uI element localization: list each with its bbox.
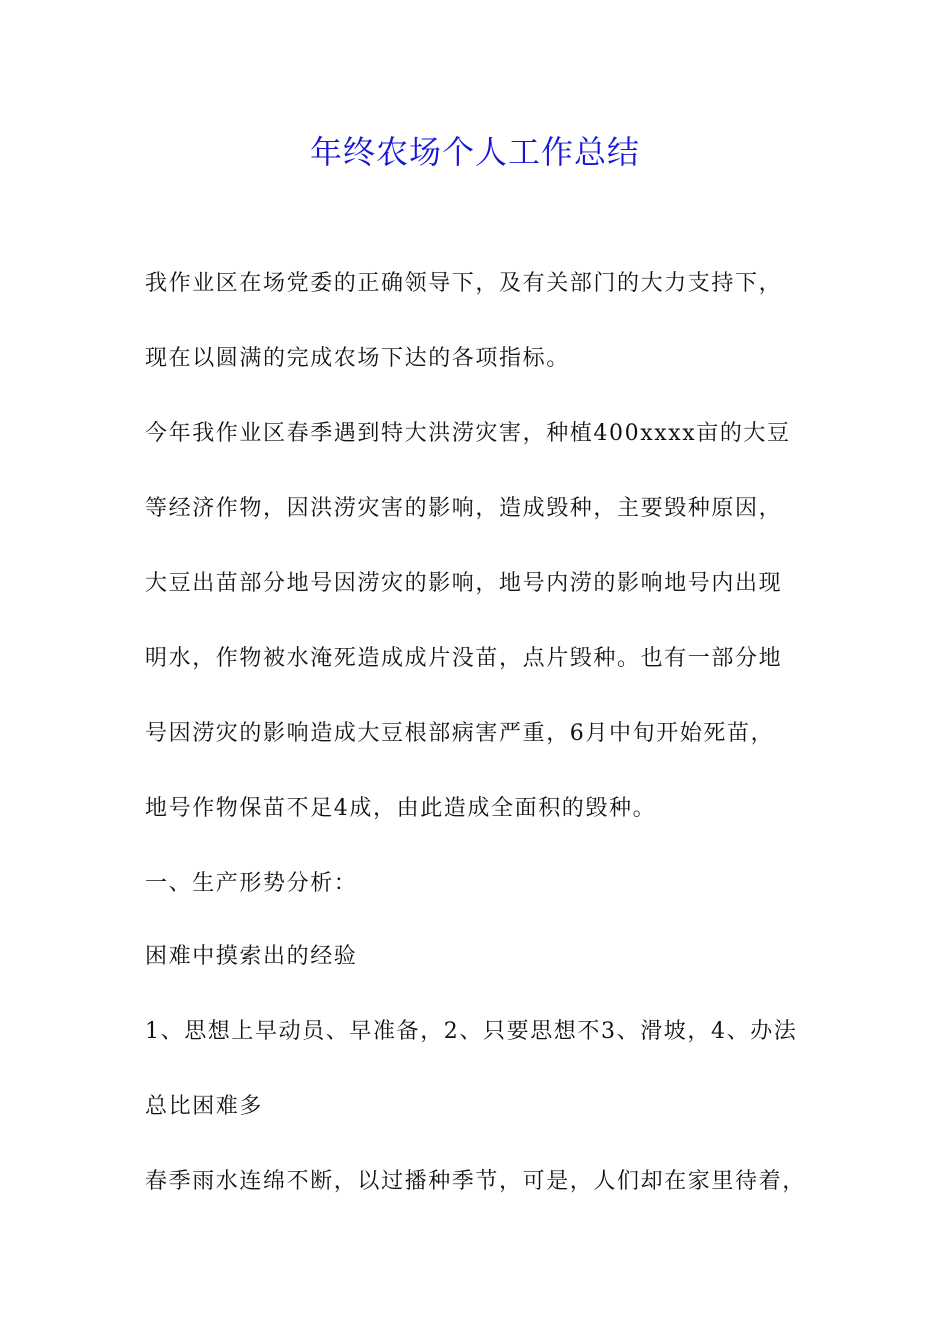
body-line-11: 1、思想上早动员、早准备，2、只要思想不3、滑坡，4、办法 [145,1019,798,1044]
body-line-7: 号因涝灾的影响造成大豆根部病害严重，6月中旬开始死苗， [145,721,775,746]
body-line-12: 总比困难多 [145,1094,264,1119]
body-line-3: 今年我作业区春季遇到特大洪涝灾害，种植400xxxx亩的大豆 [145,421,791,446]
section-heading-1: 一、生产形势分析： [145,871,358,896]
body-line-8: 地号作物保苗不足4成，由此造成全面积的毁种。 [145,796,657,821]
body-line-13: 春季雨水连绵不断，以过播种季节，可是，人们却在家里待着， [145,1169,806,1194]
body-line-6: 明水，作物被水淹死造成成片没苗，点片毁种。也有一部分地 [145,646,783,671]
document-title: 年终农场个人工作总结 [309,133,640,171]
body-line-5: 大豆出苗部分地号因涝灾的影响，地号内涝的影响地号内出现 [145,571,783,596]
body-line-4: 等经济作物，因洪涝灾害的影响，造成毁种，主要毁种原因， [145,496,783,521]
subheading-experience: 困难中摸索出的经验 [145,944,358,969]
body-line-2: 现在以圆满的完成农场下达的各项指标。 [145,346,570,371]
body-line-1: 我作业区在场党委的正确领导下，及有关部门的大力支持下， [145,271,783,296]
